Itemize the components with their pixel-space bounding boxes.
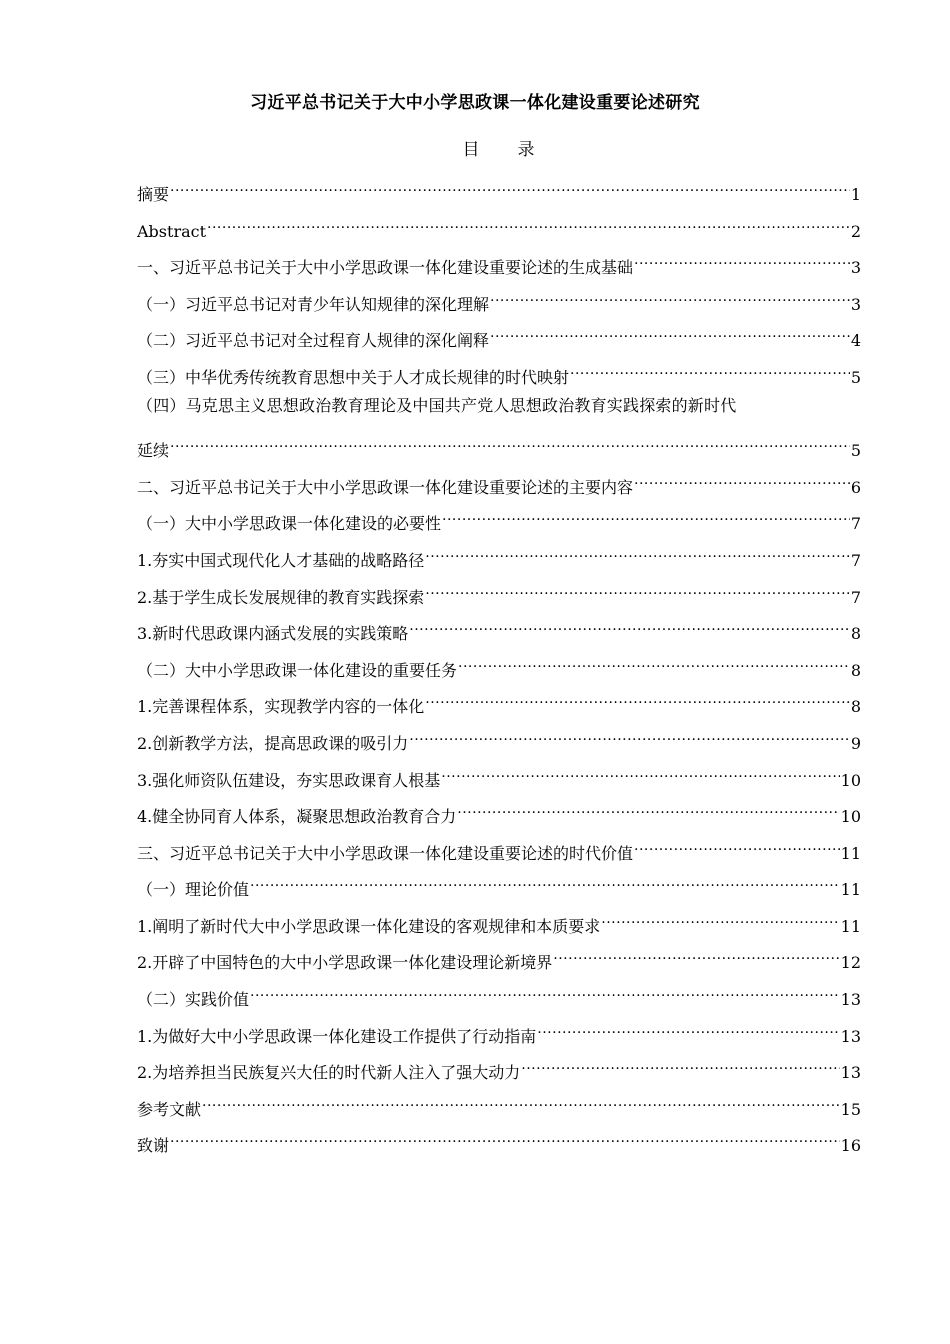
toc-entry-label: 1.阐明了新时代大中小学思政课一体化建设的客观规律和本质要求 xyxy=(137,916,601,936)
toc-entry-label: 2.开辟了中国特色的大中小学思政课一体化建设理论新境界 xyxy=(137,953,553,973)
toc-entry-page-number: 5 xyxy=(850,367,861,387)
toc-entry-label: 1.完善课程体系，实现教学内容的一体化 xyxy=(137,697,425,717)
toc-entry-label: 2.基于学生成长发展规律的教育实践探索 xyxy=(137,587,425,607)
toc-dot-leader xyxy=(425,575,850,603)
toc-entry[interactable] xyxy=(137,904,861,941)
toc-entry-label: 2.创新教学方法，提高思政课的吸引力 xyxy=(137,733,409,753)
toc-entry-page-number: 9 xyxy=(850,733,861,753)
toc-entry[interactable] xyxy=(137,209,861,246)
toc-entry-label: 3.强化师资队伍建设，夯实思政课育人根基 xyxy=(137,770,441,790)
toc-entry-label: （四）马克思主义思想政治教育理论及中国共产党人思想政治教育实践探索的新时代 xyxy=(137,395,737,415)
toc-entry-page-number: 6 xyxy=(850,477,861,497)
toc-heading-right: 录 xyxy=(517,140,535,160)
toc-dot-leader xyxy=(442,501,850,529)
toc-entry-label: 摘要 xyxy=(137,185,170,204)
toc-dot-leader xyxy=(207,209,850,237)
toc-entry-page-number: 3 xyxy=(850,294,861,314)
toc-entry[interactable] xyxy=(137,1087,861,1124)
toc-entry-page-number: 7 xyxy=(850,550,861,570)
toc-entry[interactable] xyxy=(137,940,861,977)
toc-dot-leader xyxy=(570,355,850,383)
toc-dot-leader xyxy=(458,648,850,676)
toc-entry-label: 三、习近平总书记关于大中小学思政课一体化建设重要论述的时代价值 xyxy=(137,843,634,863)
table-of-contents xyxy=(137,172,861,1160)
toc-entry[interactable] xyxy=(137,1050,861,1087)
toc-dot-leader xyxy=(409,611,850,639)
toc-entry-label: 1.为做好大中小学思政课一体化建设工作提供了行动指南 xyxy=(137,1026,537,1046)
toc-entry-label: 二、习近平总书记关于大中小学思政课一体化建设重要论述的主要内容 xyxy=(137,477,634,497)
toc-dot-leader xyxy=(457,794,839,822)
toc-entry-page-number: 7 xyxy=(850,514,861,534)
document-title: 习近平总书记关于大中小学思政课一体化建设重要论述研究 xyxy=(250,93,700,113)
toc-entry[interactable] xyxy=(137,318,861,355)
toc-entry[interactable] xyxy=(137,831,861,868)
toc-entry-label: （一）大中小学思政课一体化建设的必要性 xyxy=(137,514,442,534)
toc-dot-leader xyxy=(490,282,850,310)
toc-entry-page-number: 1 xyxy=(850,185,861,204)
toc-dot-leader xyxy=(425,684,850,712)
toc-entry-page-number: 11 xyxy=(840,916,861,936)
toc-entry[interactable] xyxy=(137,977,861,1014)
toc-entry-label: 一、习近平总书记关于大中小学思政课一体化建设重要论述的生成基础 xyxy=(137,258,634,278)
toc-entry-label: （一）理论价值 xyxy=(137,880,250,900)
toc-entry-label: 3.新时代思政课内涵式发展的实践策略 xyxy=(137,624,409,644)
toc-entry-label: （三）中华优秀传统教育思想中关于人才成长规律的时代映射 xyxy=(137,367,570,387)
toc-entry-page-number: 13 xyxy=(840,1026,861,1046)
toc-entry-label: 2.为培养担当民族复兴大任的时代新人注入了强大动力 xyxy=(137,1063,521,1083)
toc-entry-label: Abstract xyxy=(137,221,207,241)
toc-entry-page-number: 8 xyxy=(850,697,861,717)
toc-heading xyxy=(0,137,950,163)
toc-entry-label: 4.健全协同育人体系，凝聚思想政治教育合力 xyxy=(137,807,457,827)
toc-dot-leader xyxy=(490,318,850,346)
toc-dot-leader xyxy=(634,831,840,859)
toc-entry-label: （二）习近平总书记对全过程育人规律的深化阐释 xyxy=(137,331,490,351)
toc-entry[interactable] xyxy=(137,1014,861,1051)
toc-entry[interactable] xyxy=(137,758,861,795)
toc-entry-page-number: 12 xyxy=(840,953,861,973)
toc-entry-label: 参考文献 xyxy=(137,1099,202,1119)
toc-entry-label: （一）习近平总书记对青少年认知规律的深化理解 xyxy=(137,294,490,314)
toc-entry[interactable] xyxy=(137,575,861,612)
toc-entry[interactable] xyxy=(137,172,861,209)
toc-dot-leader xyxy=(553,940,839,968)
toc-entry-page-number: 3 xyxy=(850,258,861,278)
toc-entry[interactable] xyxy=(137,794,861,831)
toc-dot-leader xyxy=(634,245,850,273)
toc-dot-leader xyxy=(250,867,840,895)
toc-dot-leader xyxy=(170,172,850,200)
toc-entry[interactable] xyxy=(137,684,861,721)
toc-entry[interactable] xyxy=(137,611,861,648)
toc-entry[interactable] xyxy=(137,867,861,904)
toc-entry-label: （二）大中小学思政课一体化建设的重要任务 xyxy=(137,660,458,680)
toc-entry-page-number: 13 xyxy=(840,1063,861,1083)
toc-entry-page-number: 15 xyxy=(840,1099,861,1119)
toc-entry[interactable] xyxy=(137,465,861,502)
toc-entry[interactable] xyxy=(137,428,861,465)
toc-entry-page-number: 16 xyxy=(840,1136,861,1156)
toc-entry-label: 1.夯实中国式现代化人才基础的战略路径 xyxy=(137,550,425,570)
toc-dot-leader xyxy=(170,428,850,456)
toc-entry-page-number: 10 xyxy=(840,807,861,827)
toc-dot-leader xyxy=(409,721,850,749)
toc-entry-page-number: 8 xyxy=(850,624,861,644)
toc-entry[interactable] xyxy=(137,282,861,319)
toc-entry-page-number: 5 xyxy=(850,441,861,461)
toc-entry[interactable] xyxy=(137,392,861,429)
toc-entry[interactable] xyxy=(137,355,861,392)
toc-dot-leader xyxy=(537,1014,839,1042)
toc-dot-leader xyxy=(202,1087,840,1115)
toc-entry[interactable] xyxy=(137,648,861,685)
toc-entry-page-number: 10 xyxy=(840,770,861,790)
toc-dot-leader xyxy=(601,904,839,932)
toc-entry-page-number: 7 xyxy=(850,587,861,607)
toc-entry[interactable] xyxy=(137,538,861,575)
toc-entry-page-number: 11 xyxy=(840,843,861,863)
toc-entry[interactable] xyxy=(137,1123,861,1160)
toc-entry-page-number: 4 xyxy=(850,331,861,351)
toc-entry-label: 致谢 xyxy=(137,1136,170,1156)
toc-dot-leader xyxy=(170,1123,840,1151)
toc-entry-page-number: 2 xyxy=(850,221,861,241)
toc-entry-page-number: 11 xyxy=(840,880,861,900)
toc-dot-leader xyxy=(250,977,840,1005)
toc-entry[interactable] xyxy=(137,501,861,538)
toc-dot-leader xyxy=(634,465,850,493)
toc-dot-leader xyxy=(425,538,850,566)
toc-entry[interactable] xyxy=(137,245,861,282)
toc-entry-page-number: 13 xyxy=(840,990,861,1010)
toc-dot-leader xyxy=(441,758,839,786)
toc-entry[interactable] xyxy=(137,721,861,758)
toc-entry-label: （二）实践价值 xyxy=(137,990,250,1010)
toc-entry-page-number: 8 xyxy=(850,660,861,680)
toc-dot-leader xyxy=(521,1050,839,1078)
toc-entry-label: 延续 xyxy=(137,441,170,461)
toc-heading-left: 目 xyxy=(462,140,480,160)
